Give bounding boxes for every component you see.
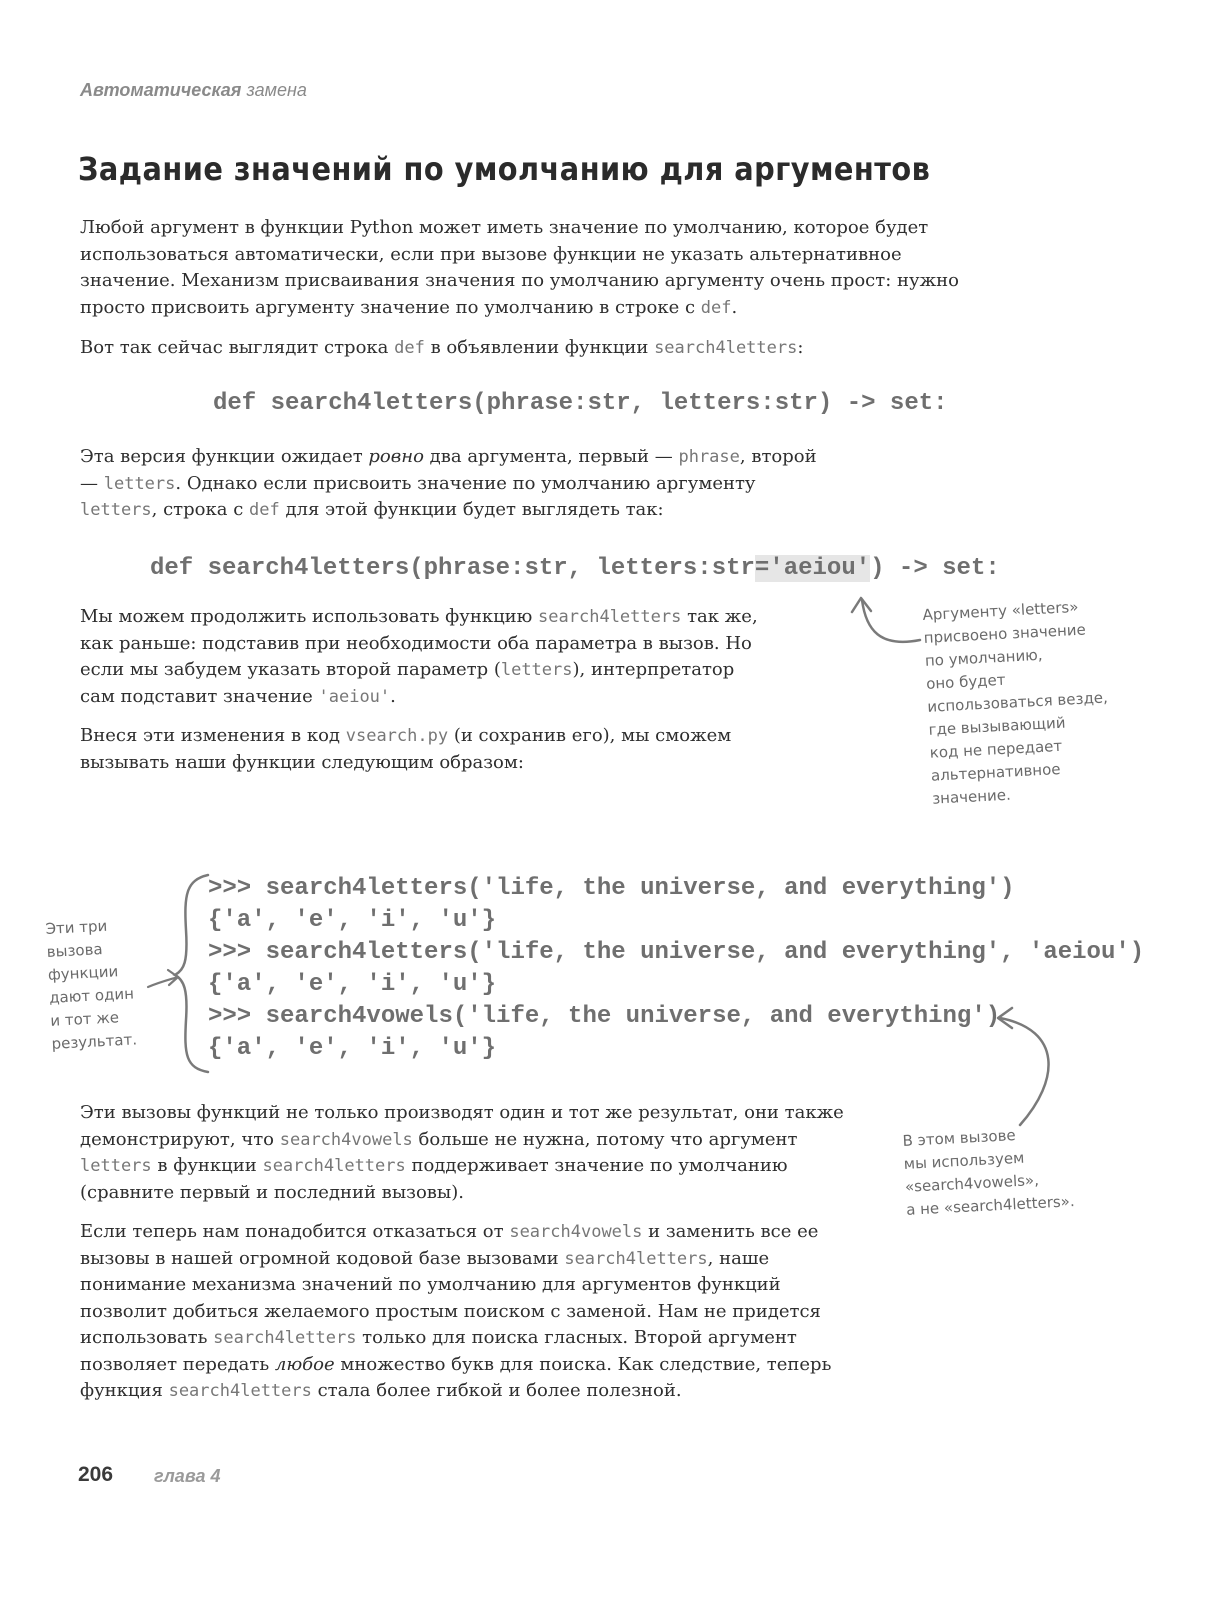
p7-c4: search4letters [168, 1381, 312, 1401]
code-signature-1: def search4letters(phrase:str, letters:str) -> set: [213, 390, 948, 417]
p6-t3: в функции [151, 1155, 263, 1176]
page-number: 206 [78, 1463, 114, 1486]
running-header-bold: Автоматическая [80, 80, 242, 100]
p2-text1: Вот так сейчас выглядит строка [80, 337, 395, 358]
p3-t5: , строка с [151, 499, 250, 520]
p7-c2: search4letters [564, 1248, 708, 1269]
p6-t4: поддерживает значение по умолчанию (сравните первый и последний вызовы). [80, 1155, 788, 1203]
annotation-search4vowels: В этом вызове мы используем «search4vowels», а не «search4letters». [902, 1126, 1076, 1219]
p1-text: Любой аргумент в функции Python может иметь значение по умолчанию, которое будет использоваться автоматически, если при вызове функции не указать альтернативное значение. Механизм присваивания значения по умолчанию аргументу очень прост: нужно просто присвоить аргументу значение по умолчанию в строке с [80, 217, 959, 318]
p7-t5: множество букв для поиска. Как следствие, теперь функция [80, 1353, 832, 1401]
p7-t2: и заменить все ее вызовы в нашей огромной кодовой базе вызовами [80, 1221, 819, 1269]
p3-t4: . Однако если присвоить значение по умолчанию аргументу [175, 472, 756, 494]
p6-t1: Эти вызовы функций не только производят один и тот же результат, они также демонстрируют, что [80, 1102, 844, 1150]
p7-em: любое [274, 1353, 335, 1375]
arrow-to-default-value-head [852, 598, 871, 612]
p5-t2: (и сохранив его), мы сможем вызывать наши функции следующим образом: [80, 725, 732, 773]
curly-brace [175, 875, 208, 1072]
running-header-light: замена [246, 80, 307, 100]
repl-line: {'a', 'e', 'i', 'u'} [208, 907, 497, 934]
annotation-default-value: Аргументу «letters» присвоено значение по умолчанию, оно будет использоваться везде, где вызывающий код не передает альтернативное значение. [922, 597, 1109, 808]
p7-c3: search4letters [213, 1328, 357, 1348]
p6-t2: больше не нужна, потому что аргумент [412, 1128, 798, 1150]
paragraph-6 [80, 1100, 850, 1206]
p2-code1: def [394, 338, 425, 358]
code2-before: def search4letters(phrase:str, letters:str [150, 555, 755, 582]
repl-line: >>> search4vowels('life, the universe, and everything') [208, 1003, 1001, 1030]
p1-code: def [700, 297, 732, 318]
p2-end: : [797, 337, 804, 358]
arrow-to-search4vowels [1000, 1018, 1049, 1125]
p4-t3: ), интерпретатор сам подставит значение [80, 659, 735, 707]
code2-highlight: ='aeiou' [754, 555, 871, 582]
p4-c3: 'aeiou' [318, 686, 391, 707]
repl-line: >>> search4letters('life, the universe, and everything') [208, 875, 1015, 902]
p6-c1: search4vowels [279, 1129, 413, 1150]
paragraph-7 [80, 1219, 860, 1405]
p4-c1: search4letters [538, 607, 682, 627]
p7-t1: Если теперь нам понадобится отказаться от [80, 1221, 510, 1242]
repl-line: {'a', 'e', 'i', 'u'} [208, 971, 497, 998]
p4-t2: так же, как раньше: подставив при необходимости оба параметра в вызов. Но если мы забудем указать второй параметр ( [80, 606, 758, 680]
p4-c2: letters [500, 660, 573, 680]
p3-t2: два аргумента, первый — [423, 446, 679, 467]
p3-t1: Эта версия функции ожидает [80, 446, 369, 467]
p7-t6: стала более гибкой и более полезной. [311, 1380, 682, 1401]
p3-c1: phrase [678, 447, 740, 467]
p5-c1: vsearch.py [345, 726, 449, 746]
p4-t1: Мы можем продолжить использовать функцию [80, 606, 539, 627]
p2-text2: в объявлении функции [424, 337, 655, 358]
p5-t1: Внеся эти изменения в код [80, 725, 346, 746]
p7-t4: только для поиска гласных. Второй аргумент позволяет передать [80, 1327, 797, 1375]
p6-c2: letters [80, 1156, 152, 1176]
p2-code2: search4letters [654, 338, 798, 358]
p3-t3: , второй — [80, 446, 817, 494]
code2-after: ) -> set: [870, 555, 1000, 582]
chapter-label: глава 4 [154, 1466, 221, 1486]
annotation-same-result: Эти три вызова функции дают один и тот же результат. [45, 916, 138, 1053]
p3-c4: def [249, 500, 280, 520]
arrow-to-default-value [862, 600, 920, 642]
p1-end: . [731, 296, 738, 318]
p7-c1: search4vowels [509, 1222, 643, 1242]
p3-em: ровно [368, 446, 424, 467]
repl-line: {'a', 'e', 'i', 'u'} [208, 1035, 497, 1062]
p3-c2: letters [103, 473, 176, 494]
p3-t6: для этой функции будет выглядеть так: [279, 499, 664, 520]
p4-t4: . [390, 685, 396, 707]
p7-t3: , наше понимание механизма значений по умолчанию для аргументов функций позволит добиться желаемого простым поиском с заменой. Нам не придется использовать [80, 1247, 821, 1348]
p3-c3: letters [80, 500, 152, 520]
repl-line: >>> search4letters('life, the universe, and everything', 'aeiou') [208, 939, 1145, 966]
section-title: Задание значений по умолчанию для аргументов [78, 150, 931, 188]
p6-c3: search4letters [262, 1156, 406, 1176]
